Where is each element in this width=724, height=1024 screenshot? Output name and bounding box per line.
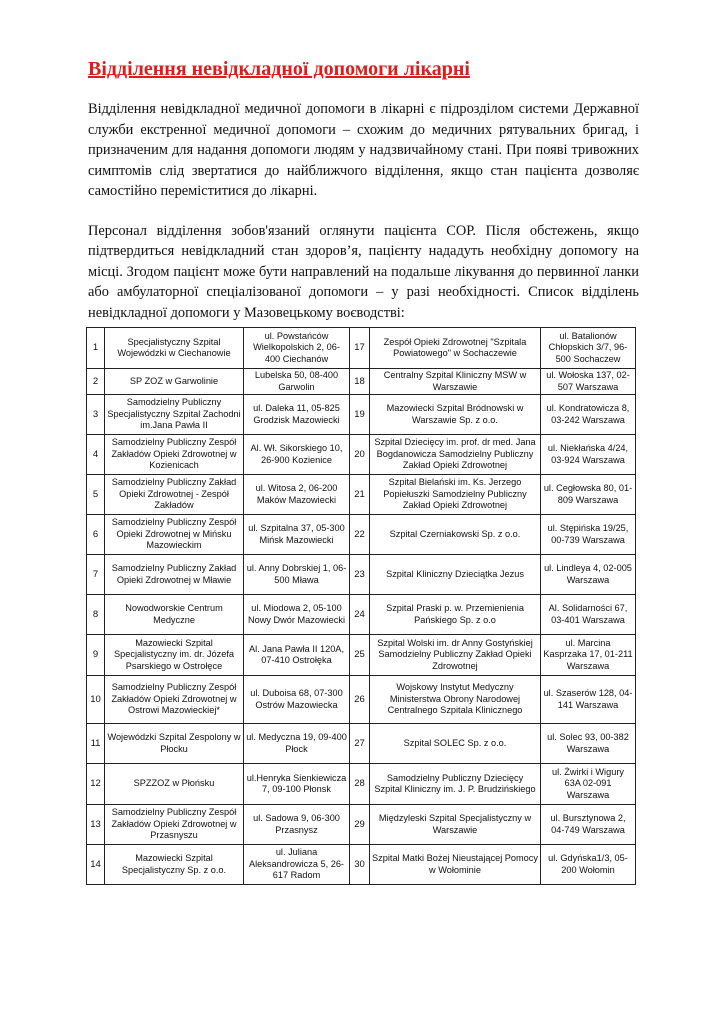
hospital-address-right: ul. Szaserów 128, 04-141 Warszawa	[541, 676, 636, 724]
hospital-name-right: Szpital Dziecięcy im. prof. dr med. Jana Bogdanowicza Samodzielny Publiczny Zakład Opieki Zdrowotnej	[370, 435, 541, 475]
hospital-address-left: ul. Anny Dobrskiej 1, 06-500 Mława	[244, 555, 350, 595]
hospital-name-right: Szpital SOLEC Sp. z o.o.	[370, 724, 541, 764]
table-row	[87, 515, 636, 555]
hospital-name-right: Szpital Czerniakowski Sp. z o.o.	[370, 515, 541, 555]
hospital-name-left: Samodzielny Publiczny Zespół Zakładów Opieki Zdrowotnej w Kozienicach	[105, 435, 244, 475]
table-row	[87, 724, 636, 764]
hospital-name-right: Szpital Wolski im. dr Anny Gostyńskiej Samodzielny Publiczny Zakład Opieki Zdrowotnej	[370, 635, 541, 676]
hospital-address-right: ul. Gdyńska1/3, 05-200 Wołomin	[541, 845, 636, 885]
row-number-right: 28	[350, 764, 370, 805]
hospital-address-left: ul.Henryka Sienkiewicza 7, 09-100 Płonsk	[244, 764, 350, 805]
hospital-name-left: SP ZOZ w Garwolinie	[105, 369, 244, 395]
table-row	[87, 676, 636, 724]
hospital-address-right: ul. Żwirki i Wigury 63A 02-091 Warszawa	[541, 764, 636, 805]
table-row	[87, 475, 636, 515]
hospital-address-right: ul. Batalionów Chłopskich 3/7, 96-500 Sochaczew	[541, 328, 636, 369]
hospital-address-right: ul. Niekłańska 4/24, 03-924 Warszawa	[541, 435, 636, 475]
hospital-address-right: Al. Solidarności 67, 03-401 Warszawa	[541, 595, 636, 635]
row-number-right: 27	[350, 724, 370, 764]
hospital-address-left: ul. Miodowa 2, 05-100 Nowy Dwór Mazowiecki	[244, 595, 350, 635]
hospital-address-right: ul. Marcina Kasprzaka 17, 01-211 Warszawa	[541, 635, 636, 676]
row-number-right: 30	[350, 845, 370, 885]
hospital-name-left: Mazowiecki Szpital Specjalistyczny im. dr. Józefa Psarskiego w Ostrołęce	[105, 635, 244, 676]
hospital-name-left: Samodzielny Publiczny Zespół Zakładów Opieki Zdrowotnej w Przasnyszu	[105, 805, 244, 845]
hospital-name-left: SPZZOZ w Płońsku	[105, 764, 244, 805]
hospital-name-right: Wojskowy Instytut Medyczny Ministerstwa Obrony Narodowej Centralnego Szpitala Klinicznego	[370, 676, 541, 724]
row-number-left: 5	[87, 475, 105, 515]
hospital-name-right: Szpital Bielański im. Ks. Jerzego Popiełuszki Samodzielny Publiczny Zakład Opieki Zdrowotnej	[370, 475, 541, 515]
row-number-left: 13	[87, 805, 105, 845]
hospital-address-right: ul. Bursztynowa 2, 04-749 Warszawa	[541, 805, 636, 845]
row-number-left: 14	[87, 845, 105, 885]
hospital-name-right: Zespół Opieki Zdrowotnej "Szpitala Powiatowego" w Sochaczewie	[370, 328, 541, 369]
row-number-left: 4	[87, 435, 105, 475]
hospital-name-left: Nowodworskie Centrum Medyczne	[105, 595, 244, 635]
hospital-name-right: Szpital Kliniczny Dzieciątka Jezus	[370, 555, 541, 595]
row-number-left: 12	[87, 764, 105, 805]
hospital-address-left: ul. Medyczna 19, 09-400 Płock	[244, 724, 350, 764]
row-number-left: 11	[87, 724, 105, 764]
hospital-address-left: ul. Witosa 2, 06-200 Maków Mazowiecki	[244, 475, 350, 515]
table-row	[87, 555, 636, 595]
hospital-table	[86, 327, 636, 885]
hospital-address-left: ul. Powstańców Wielkopolskich 2, 06-400 Ciechanów	[244, 328, 350, 369]
hospital-address-right: ul. Cegłowska 80, 01-809 Warszawa	[541, 475, 636, 515]
hospital-address-left: ul. Juliana Aleksandrowicza 5, 26-617 Radom	[244, 845, 350, 885]
table-row	[87, 764, 636, 805]
hospital-name-left: Wojewódzki Szpital Zespolony w Płocku	[105, 724, 244, 764]
table-row	[87, 805, 636, 845]
hospital-address-left: Al. Jana Pawła II 120A, 07-410 Ostrołęka	[244, 635, 350, 676]
table-row	[87, 845, 636, 885]
row-number-right: 23	[350, 555, 370, 595]
hospital-name-left: Samodzielny Publiczny Specjalistyczny Szpital Zachodni im.Jana Pawła II	[105, 395, 244, 435]
row-number-left: 10	[87, 676, 105, 724]
row-number-left: 7	[87, 555, 105, 595]
hospital-address-left: ul. Duboisa 68, 07-300 Ostrów Mazowiecka	[244, 676, 350, 724]
hospital-name-left: Specjalistyczny Szpital Wojewódzki w Ciechanowie	[105, 328, 244, 369]
hospital-name-left: Samodzielny Publiczny Zespół Opieki Zdrowotnej w Mińsku Mazowieckim	[105, 515, 244, 555]
row-number-right: 24	[350, 595, 370, 635]
row-number-left: 6	[87, 515, 105, 555]
staff-paragraph: Персонал відділення зобов'язаний оглянути пацієнта СОР. Після обстежень, якщо підтвердиться невідкладний стан здоров’я, пацієнту нададуть необхідну допомогу на місці. Згодом пацієнт може бути направлений на подальше лікування до первинної ланки або амбулаторної спеціалізованої допомоги – у разі необхідності. Список відділень невідкладної допомоги у Мазовецькому воєводстві:	[88, 222, 639, 321]
hospital-name-right: Szpital Matki Bożej Nieustającej Pomocy w Wołominie	[370, 845, 541, 885]
hospital-name-left: Mazowiecki Szpital Specjalistyczny Sp. z o.o.	[105, 845, 244, 885]
hospital-address-right: ul. Stępińska 19/25, 00-739 Warszawa	[541, 515, 636, 555]
row-number-right: 22	[350, 515, 370, 555]
hospital-address-right: ul. Wołoska 137, 02-507 Warszawa	[541, 369, 636, 395]
table-row	[87, 395, 636, 435]
hospital-address-left: ul. Sadowa 9, 06-300 Przasnysz	[244, 805, 350, 845]
table-row	[87, 328, 636, 369]
page-title: Відділення невідкладної допомоги лікарні	[88, 58, 470, 80]
row-number-right: 26	[350, 676, 370, 724]
row-number-left: 1	[87, 328, 105, 369]
table-row	[87, 595, 636, 635]
hospital-name-right: Centralny Szpital Kliniczny MSW w Warszawie	[370, 369, 541, 395]
hospital-name-right: Mazowiecki Szpital Bródnowski w Warszawie Sp. z o.o.	[370, 395, 541, 435]
hospital-address-right: ul. Lindleya 4, 02-005 Warszawa	[541, 555, 636, 595]
row-number-right: 21	[350, 475, 370, 515]
table-row	[87, 369, 636, 395]
intro-paragraph: Відділення невідкладної медичної допомоги в лікарні є підрозділом системи Державної служби екстренної медичної допомоги – схожим до медичних рятувальних бригад, і призначеним для надання допомоги людям у надзвичайному стані. При появі тривожних симптомів слід звертатися до найближчого відділення, якщо стан пацієнта дозволяє самостійно переміститися до лікарні.	[88, 101, 639, 199]
row-number-right: 29	[350, 805, 370, 845]
hospital-name-left: Samodzielny Publiczny Zakład Opieki Zdrowotnej - Zespół Zakładów	[105, 475, 244, 515]
hospital-name-right: Samodzielny Publiczny Dziecięcy Szpital Kliniczny im. J. P. Brudzińskiego	[370, 764, 541, 805]
row-number-right: 17	[350, 328, 370, 369]
hospital-address-right: ul. Solec 93, 00-382 Warszawa	[541, 724, 636, 764]
hospital-name-left: Samodzielny Publiczny Zespół Zakładów Opieki Zdrowotnej w Ostrowi Mazowieckiej*	[105, 676, 244, 724]
row-number-right: 18	[350, 369, 370, 395]
row-number-left: 8	[87, 595, 105, 635]
hospital-address-left: Lubelska 50, 08-400 Garwolin	[244, 369, 350, 395]
hospital-address-left: Al. Wł. Sikorskiego 10, 26-900 Kozienice	[244, 435, 350, 475]
row-number-right: 25	[350, 635, 370, 676]
hospital-name-right: Szpital Praski p. w. Przemienienia Pańskiego Sp. z o.o	[370, 595, 541, 635]
row-number-left: 9	[87, 635, 105, 676]
hospital-table-body	[87, 328, 636, 885]
hospital-name-left: Samodzielny Publiczny Zakład Opieki Zdrowotnej w Mławie	[105, 555, 244, 595]
row-number-right: 19	[350, 395, 370, 435]
hospital-address-right: ul. Kondratowicza 8, 03-242 Warszawa	[541, 395, 636, 435]
table-row	[87, 435, 636, 475]
hospital-name-right: Międzyleski Szpital Specjalistyczny w Warszawie	[370, 805, 541, 845]
row-number-left: 2	[87, 369, 105, 395]
document-page	[88, 58, 639, 342]
hospital-address-left: ul. Szpitalna 37, 05-300 Mińsk Mazowiecki	[244, 515, 350, 555]
row-number-left: 3	[87, 395, 105, 435]
table-row	[87, 635, 636, 676]
row-number-right: 20	[350, 435, 370, 475]
hospital-address-left: ul. Daleka 11, 05-825 Grodzisk Mazowiecki	[244, 395, 350, 435]
